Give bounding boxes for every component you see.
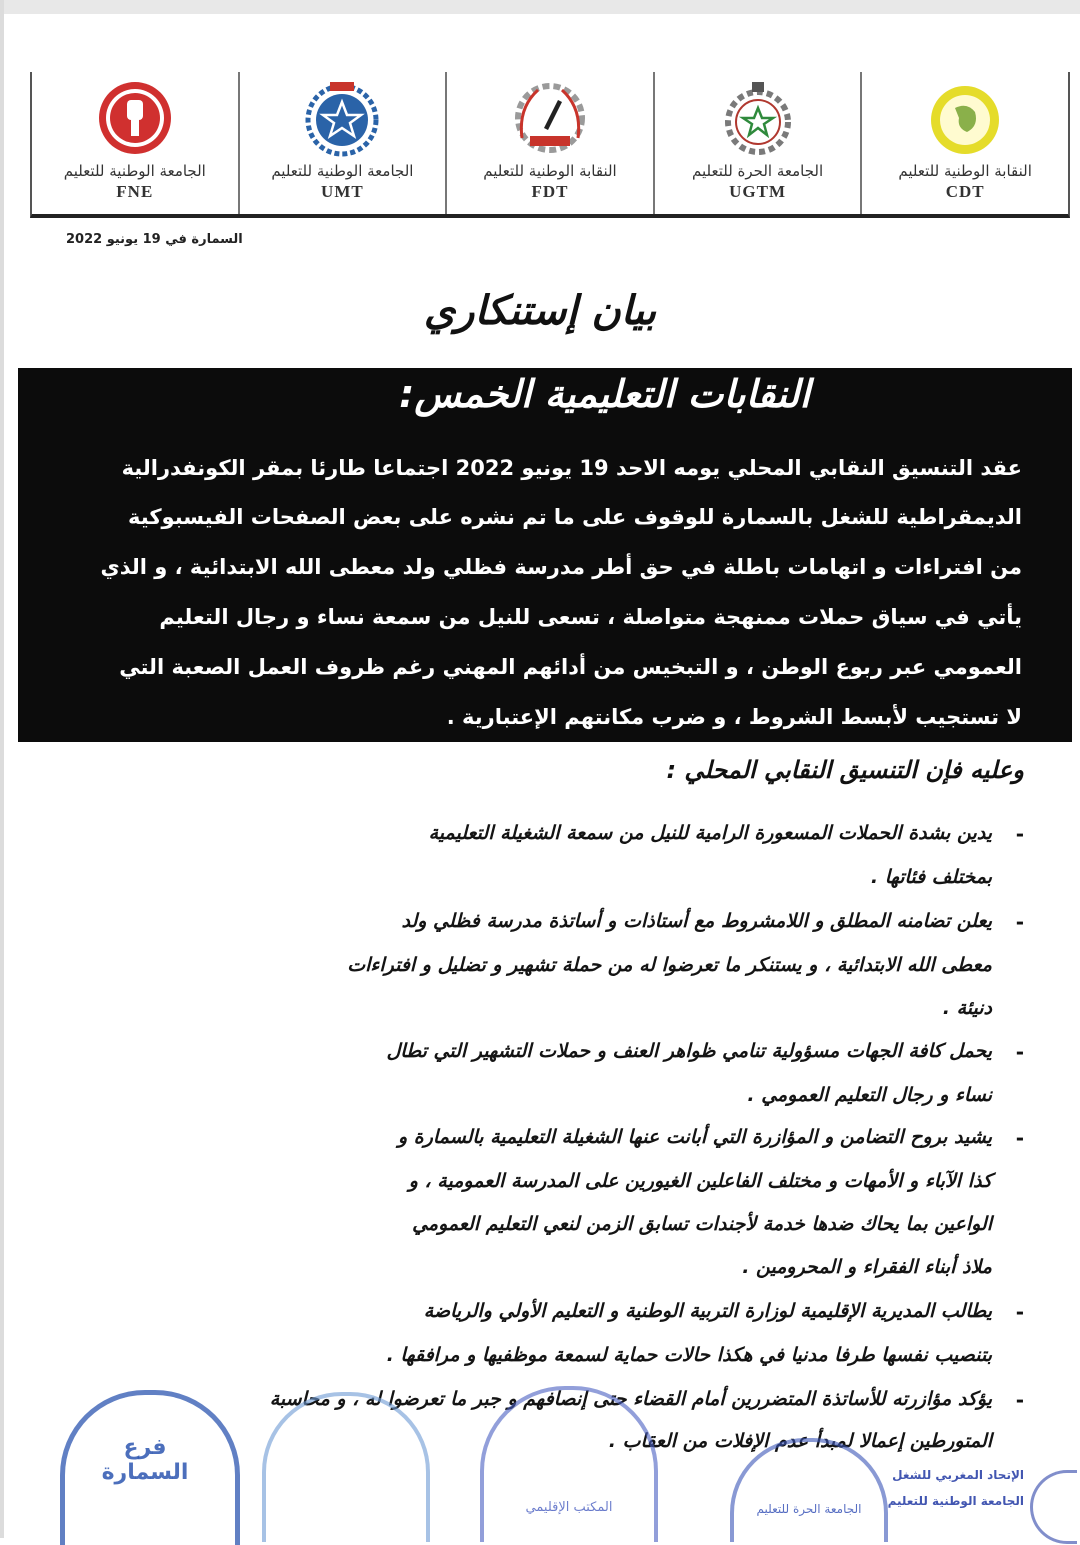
item-line: نساء و رجال التعليم العمومي .: [747, 1084, 992, 1106]
logo-name: النقابة الوطنية للتعليم: [898, 162, 1032, 180]
item-line: دنيئة .: [942, 997, 992, 1019]
item-line: يؤكد مؤازرته للأساتذة المتضررين أمام القضاء حتى إنصافهم و جبر ما تعرضوا له ، و محاسبة: [269, 1388, 992, 1410]
item-line: المتورطين إعمالا لمبدأ عدم الإفلات من العقاب .: [608, 1430, 992, 1452]
round-stamp-icon: [262, 1392, 430, 1542]
bullet-dash: -: [1015, 910, 1024, 934]
logo-abbr: FNE: [116, 182, 154, 201]
item-line: يعلن تضامنه المطلق و اللامشروط مع أستاذات و أساتذة مدرسة فظلي ولد: [401, 910, 992, 932]
intro-line: لا تستجيب لأبسط الشروط ، و ضرب مكانتهم الإعتبارية .: [446, 705, 1022, 729]
bullet-dash: -: [1015, 1300, 1024, 1324]
logo-abbr: FDT: [531, 182, 569, 201]
bullet-dash: -: [1015, 822, 1024, 846]
logo-fne: [32, 72, 240, 214]
item-line: يدين بشدة الحملات المسعورة الرامية للنيل من سمعة الشغيلة التعليمية: [428, 822, 992, 844]
logo-abbr: CDT: [945, 182, 985, 201]
logo-ugtm: [655, 72, 863, 214]
bullet-dash: -: [1015, 1126, 1024, 1150]
green-star-gear-icon: [712, 78, 804, 158]
logo-cdt: [862, 72, 1068, 214]
logo-abbr: UGTM: [729, 182, 787, 201]
intro-line: يأتي في سياق حملات ممنهجة متواصلة ، تسعى للنيل من سمعة نساء و رجال التعليم: [159, 605, 1022, 629]
umt-stamp-text: الإتحاد المغربي للشغل: [892, 1468, 1024, 1482]
bullet-dash: -: [1015, 1040, 1024, 1064]
intro-line: من افتراءات و اتهامات باطلة في حق أطر مدرسة فظلي ولد معطى الله الابتدائية ، و الذي: [100, 555, 1022, 579]
union-logos-header: [30, 72, 1070, 218]
item-line: يطالب المديرية الإقليمية لوزارة التربية الوطنية و التعليم الأولي والرياضة: [423, 1300, 992, 1322]
logo-name: الجامعة الوطنية للتعليم: [63, 162, 206, 180]
yellow-circle-icon: [919, 78, 1011, 158]
scan-top-edge: [0, 0, 1080, 14]
resolution-heading: وعليه فإن التنسيق النقابي المحلي :: [666, 756, 1024, 784]
office-stamp-icon: [480, 1386, 658, 1542]
date-line: السمارة في 19 يونيو 2022: [66, 232, 243, 247]
logo-umt: [240, 72, 448, 214]
stamp-text: الجامعة الحرة للتعليم: [756, 1502, 862, 1516]
pen-gear-icon: [504, 78, 596, 158]
logo-fdt: [447, 72, 655, 214]
star-gear-icon: [296, 78, 388, 158]
logo-abbr: UMT: [321, 182, 364, 201]
item-line: بتنصيب نفسها طرفا مدنيا في هكذا حالات حماية لسمعة موظفيها و مرافقها .: [386, 1344, 992, 1366]
logo-name: الجامعة الوطنية للتعليم: [271, 162, 414, 180]
raised-fist-icon: [89, 78, 181, 158]
stamp-text: فرع السمارة: [101, 1435, 189, 1485]
fne-stamp-icon: [1030, 1470, 1077, 1544]
item-line: كذا الآباء و الأمهات و مختلف الفاعلين الغيورين على المدرسة العمومية ، و: [408, 1170, 992, 1192]
logo-name: النقابة الوطنية للتعليم: [483, 162, 617, 180]
item-line: يشيد بروح التضامن و المؤازرة التي أبانت عنها الشغيلة التعليمية بالسمارة و: [398, 1126, 992, 1148]
item-line: الواعين بما يحاك ضدها خدمة لأجندات تسابق الزمن لنعي التعليم العمومي: [412, 1213, 992, 1235]
fne-stamp-text: الجامعة الوطنية للتعليم: [887, 1494, 1024, 1508]
item-line: ملاذ أبناء الفقراء و المحرومين .: [742, 1256, 992, 1278]
intro-line: العمومي عبر ربوع الوطن ، و التبخيس من أدائهم المهني رغم ظروف العمل الصعبة التي: [119, 655, 1022, 679]
page-title: بيان إستنكاري: [423, 288, 657, 334]
item-line: يحمل كافة الجهات مسؤولية تنامي ظواهر العنف و حملات التشهير التي تطال: [386, 1040, 992, 1062]
item-line: بمختلف فئاتها .: [870, 866, 992, 888]
scan-left-edge: [0, 0, 4, 1538]
ugtm-stamp-icon: [730, 1438, 888, 1542]
stamp-text: المكتب الإقليمي: [525, 1500, 613, 1515]
item-line: معطى الله الابتدائية ، و يستنكر ما تعرضوا له من حملة تشهير و تضليل و افتراءات: [347, 954, 992, 976]
bullet-dash: -: [1015, 1388, 1024, 1412]
intro-box-heading: النقابات التعليمية الخمس:: [399, 372, 810, 416]
intro-line: عقد التنسيق النقابي المحلي يومه الاحد 19 يونيو 2022 اجتماعا طارئا بمقر الكونفدرالية: [121, 456, 1022, 480]
union-stamp-icon: [60, 1390, 240, 1545]
intro-line: الديمقراطية للشغل بالسمارة للوقوف على ما تم نشره على بعض الصفحات الفيسبوكية: [128, 505, 1022, 529]
logo-name: الجامعة الحرة للتعليم: [691, 162, 824, 180]
